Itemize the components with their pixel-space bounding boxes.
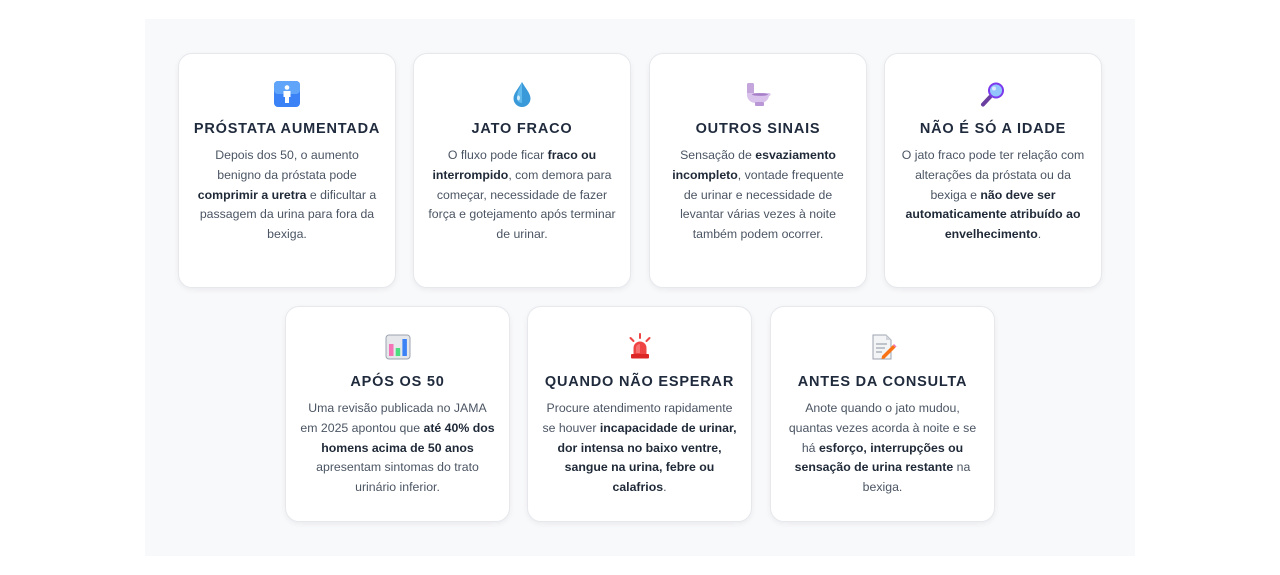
card-description: O fluxo pode ficar fraco ou interrompido, com demora para começar, necessidade de fazer força e gotejamento após terminar de urinar. bbox=[428, 148, 616, 242]
card-apos-os-50 bbox=[285, 306, 510, 522]
bar-chart-icon bbox=[384, 333, 412, 361]
toilet-icon bbox=[744, 80, 772, 108]
card-quando-nao-esperar bbox=[527, 306, 752, 522]
droplet-icon bbox=[508, 80, 536, 108]
card-title: OUTROS SINAIS bbox=[695, 121, 821, 137]
card-title: JATO FRACO bbox=[471, 121, 573, 137]
card-nao-e-so-a-idade bbox=[884, 53, 1102, 288]
card-description: Depois dos 50, o aumento benigno da próstata pode comprimir a uretra e dificultar a passagem da urina para fora da bexiga. bbox=[197, 148, 377, 242]
card-outros-sinais bbox=[649, 53, 867, 288]
card-title: APÓS OS 50 bbox=[350, 374, 445, 390]
siren-icon bbox=[626, 333, 654, 361]
man-icon bbox=[273, 80, 301, 108]
card-title: QUANDO NÃO ESPERAR bbox=[544, 374, 735, 390]
card-description: Procure atendimento rapidamente se houver incapacidade de urinar, dor intensa no baixo ventre, sangue na urina, febre ou calafrios. bbox=[542, 401, 737, 495]
card-description: Uma revisão publicada no JAMA em 2025 apontou que até 40% dos homens acima de 50 anos apresentam sintomas do trato urinário inferior. bbox=[300, 401, 495, 495]
card-prostata-aumentada bbox=[178, 53, 396, 288]
card-description: O jato fraco pode ter relação com alterações da próstata ou da bexiga e não deve ser automaticamente atribuído ao envelhecimento. bbox=[901, 148, 1085, 242]
card-title: NÃO É SÓ A IDADE bbox=[919, 121, 1067, 137]
memo-icon bbox=[869, 333, 897, 361]
card-description: Anote quando o jato mudou, quantas vezes acorda à noite e se há esforço, interrupções ou sensação de urina restante na bexiga. bbox=[788, 401, 977, 495]
card-description: Sensação de esvaziamento incompleto, vontade frequente de urinar e necessidade de levantar várias vezes à noite também podem ocorrer. bbox=[672, 148, 844, 242]
card-antes-da-consulta bbox=[770, 306, 995, 522]
card-jato-fraco bbox=[413, 53, 631, 288]
card-title: PRÓSTATA AUMENTADA bbox=[193, 121, 381, 137]
card-title: ANTES DA CONSULTA bbox=[797, 374, 968, 390]
magnifier-icon bbox=[979, 80, 1007, 108]
